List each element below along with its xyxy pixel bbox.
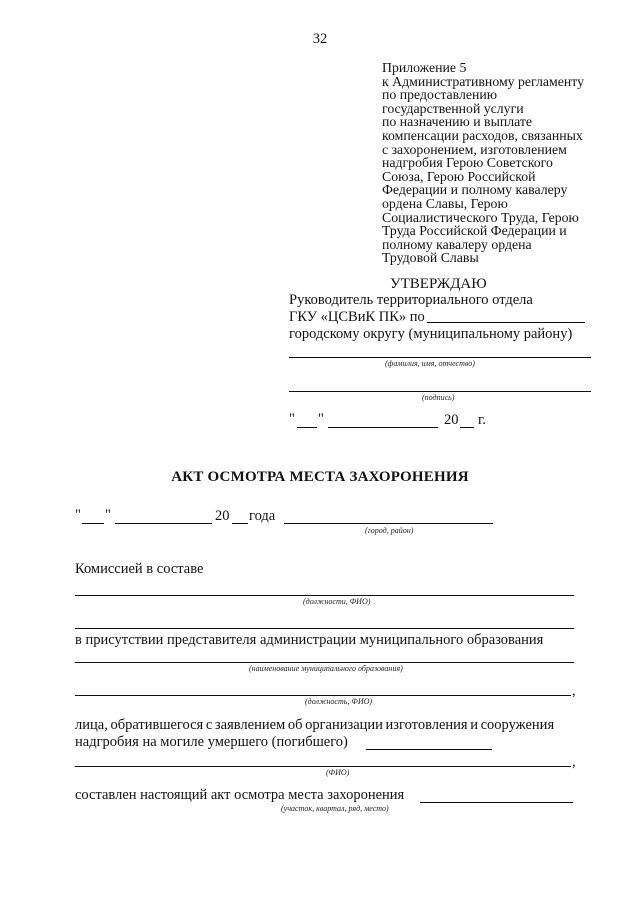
approval-institution-line: ГКУ «ЦСВиК ПК» по	[289, 309, 425, 325]
commission-members-blank-2[interactable]	[75, 628, 574, 629]
act-day-blank[interactable]	[82, 523, 104, 524]
appendix-line: Социалистического Труда, Герою	[382, 209, 579, 225]
approval-date-suffix: г.	[478, 412, 486, 428]
hint-city-district: (город, район)	[365, 526, 414, 535]
representative-blank[interactable]	[75, 695, 571, 696]
approver-name-blank[interactable]	[289, 357, 591, 358]
appendix-line: государственной услуги	[382, 100, 524, 116]
applicant-name-blank[interactable]	[75, 766, 571, 767]
approval-date-year: 20	[444, 412, 459, 428]
hint-municipality: (наименование муниципального образования)	[249, 664, 403, 673]
act-date-suffix: года	[249, 508, 276, 524]
approver-signature-blank[interactable]	[289, 391, 591, 392]
act-year-blank[interactable]	[232, 523, 248, 524]
commission-members-blank[interactable]	[75, 595, 574, 596]
appendix-note	[382, 61, 622, 265]
hint-positions: (должности, ФИО)	[303, 597, 371, 606]
burial-location-blank[interactable]	[420, 802, 573, 803]
act-date-year: 20	[215, 508, 230, 524]
appendix-line: компенсации расходов, связанных	[382, 127, 583, 143]
approval-month-blank[interactable]	[328, 427, 438, 428]
appendix-line: Трудовой Славы	[382, 250, 479, 266]
approval-year-blank[interactable]	[460, 427, 474, 428]
appendix-line: к Административному регламенту	[382, 73, 585, 89]
act-title: АКТ ОСМОТРА МЕСТА ЗАХОРОНЕНИЯ	[171, 469, 469, 485]
applicant-text-line2: надгробия на могиле умершего (погибшего)	[75, 734, 348, 750]
act-date-quote-open: "	[75, 507, 81, 523]
appendix-line: с захоронением, изготовлением	[382, 141, 567, 157]
act-date-quote-close: "	[105, 507, 111, 523]
appendix-line: Труда Российской Федерации и	[382, 223, 567, 239]
commission-label: Комиссией в составе	[75, 561, 204, 577]
representative-comma: ,	[572, 683, 576, 699]
institution-blank[interactable]	[427, 322, 585, 323]
appendix-line: надгробия Герою Советского	[382, 155, 553, 171]
appendix-line: полному кавалеру ордена	[382, 236, 532, 252]
approval-position-line: Руководитель территориального отдела	[289, 292, 533, 308]
hint-location: (участок, квартал, ряд, место)	[281, 804, 389, 813]
hint-position: (должность, ФИО)	[305, 697, 373, 706]
appendix-line: Приложение 5	[382, 60, 467, 75]
approval-district-line: городскому округу (муниципальному району)	[289, 326, 573, 342]
presence-text: в присутствии представителя администрации муниципального образования	[75, 632, 544, 648]
appendix-line: по предоставлению	[382, 87, 498, 103]
approval-date-quote-close: "	[318, 411, 324, 427]
appendix-line: Союза, Герою Российской	[382, 168, 536, 184]
compiled-text: составлен настоящий акт осмотра места захоронения	[75, 787, 405, 803]
appendix-line: Федерации и полному кавалеру	[382, 182, 568, 198]
appendix-line: по назначению и выплате	[382, 114, 533, 130]
applicant-comma: ,	[572, 754, 576, 770]
approval-date-quote-open: "	[289, 411, 295, 427]
appendix-line: ордена Славы, Герою	[382, 195, 508, 211]
municipality-blank[interactable]	[75, 662, 574, 663]
hint-approver-name: (фамилия, имя, отчество)	[385, 359, 475, 368]
hint-signature: (подпись)	[422, 393, 455, 402]
act-month-blank[interactable]	[115, 523, 212, 524]
deceased-blank[interactable]	[366, 749, 492, 750]
applicant-text-line1: лица, обратившегося с заявлением об организации изготовления и сооружения	[75, 717, 555, 733]
approval-heading: УТВЕРЖДАЮ	[390, 276, 487, 292]
approval-day-blank[interactable]	[297, 427, 317, 428]
hint-fio: (ФИО)	[326, 768, 350, 777]
page-number: 32	[312, 31, 328, 47]
city-district-blank[interactable]	[284, 523, 493, 524]
